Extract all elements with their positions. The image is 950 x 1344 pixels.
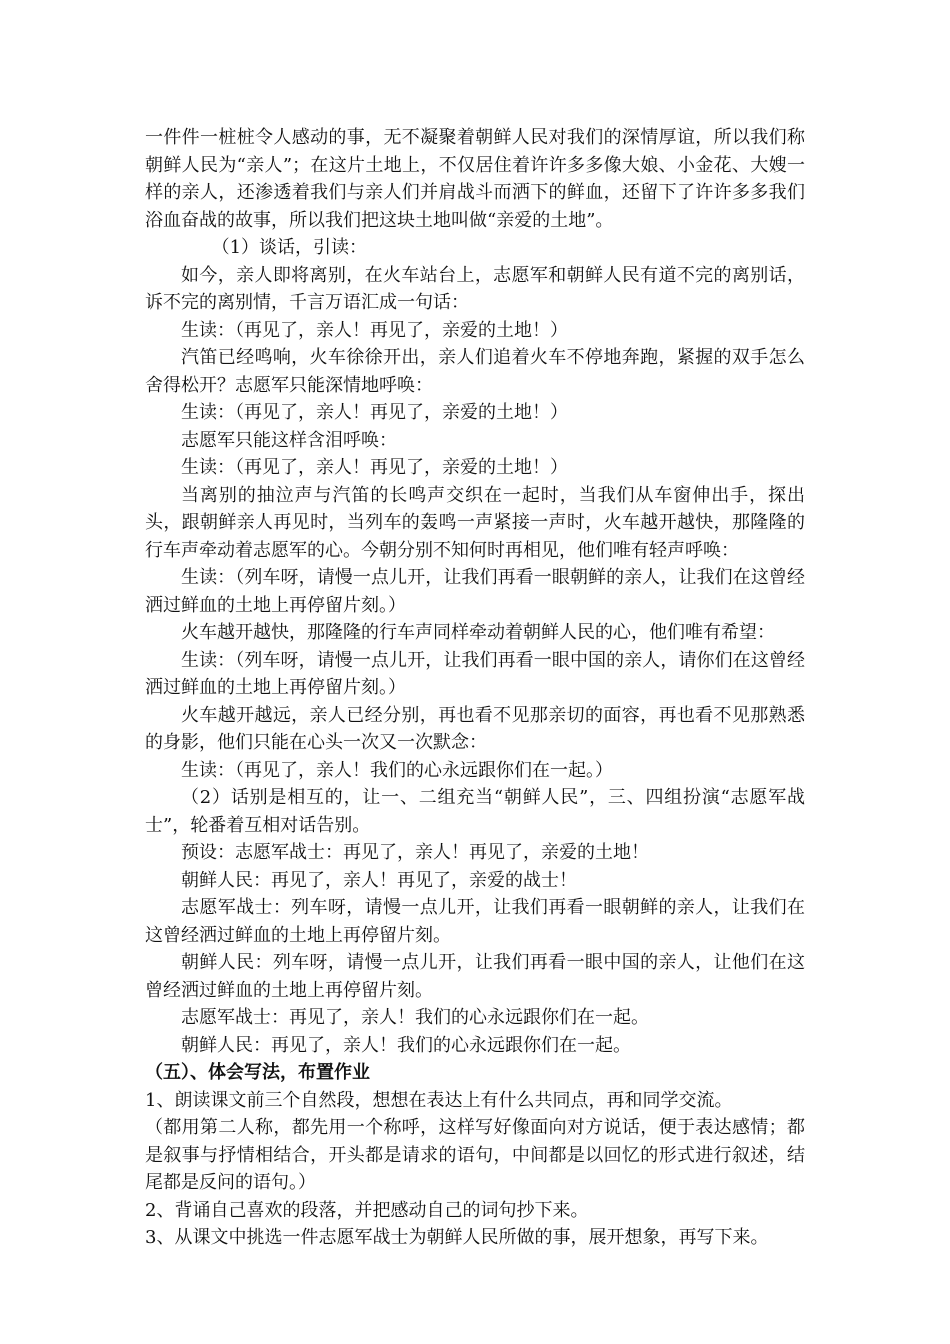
paragraph: 火车越开越远，亲人已经分别，再也看不见那亲切的面容，再也看不见那熟悉的身影，他们只能在心头一次又一次默念： [145,704,805,753]
paragraph: 一件件一桩桩令人感动的事，无不凝聚着朝鲜人民对我们的深情厚谊，所以我们称朝鲜人民为“亲人”；在这片土地上，不仅居住着许许多多像大娘、小金花、大嫂一样的亲人，还渗透着我们与亲人们并肩战斗而洒下的鲜血，还留下了许许多多我们浴血奋战的故事，所以我们把这块土地叫做“亲爱的土地”。 [145,127,805,231]
paragraph: 生读：（列车呀，请慢一点儿开，让我们再看一眼中国的亲人，请你们在这曾经洒过鲜血的土地上再停留片刻。） [145,649,805,698]
paragraph: （都用第二人称，都先用一个称呼，这样写好像面向对方说话，便于表达感情；都是叙事与抒情相结合，开头都是请求的语句，中间都是以回忆的形式进行叙述，结尾都是反问的语句。） [145,1117,805,1193]
paragraph: 如今，亲人即将离别，在火车站台上，志愿军和朝鲜人民有道不完的离别话，诉不完的离别情，千言万语汇成一句话： [145,264,805,313]
paragraph: 1、朗读课文前三个自然段，想想在表达上有什么共同点，再和同学交流。 [145,1089,733,1111]
paragraph: 生读：（列车呀，请慢一点儿开，让我们再看一眼朝鲜的亲人，让我们在这曾经洒过鲜血的土地上再停留片刻。） [145,567,805,616]
document-body [145,124,805,1252]
paragraph: 生读：（再见了，亲人！再见了，亲爱的土地！） [181,402,568,423]
paragraph: 火车越开越快，那隆隆的行车声同样牵动着朝鲜人民的心，他们唯有希望： [181,622,775,643]
paragraph: 朝鲜人民：再见了，亲人！再见了，亲爱的战士！ [181,869,577,891]
paragraph: 生读：（再见了，亲人！再见了，亲爱的土地！） [181,319,568,341]
paragraph: 预设：志愿军战士：再见了，亲人！再见了，亲爱的土地！ [181,842,649,863]
paragraph: 朝鲜人民：列车呀，请慢一点儿开，让我们再看一眼中国的亲人，让他们在这曾经洒过鲜血的土地上再停留片刻。 [145,952,805,1001]
paragraph: 当离别的抽泣声与汽笛的长鸣声交织在一起时，当我们从车窗伸出手，探出头，跟朝鲜亲人再见时，当列车的轰鸣一声紧接一声时，火车越开越快，那隆隆的行车声牵动着志愿军的心。今朝分别不知何时再相见，他们唯有轻声呼唤： [145,484,805,561]
paragraph: 生读：（再见了，亲人！再见了，亲爱的土地！） [181,457,568,478]
paragraph: 3、从课文中挑选一件志愿军战士为朝鲜人民所做的事，展开想象，再写下来。 [145,1227,769,1248]
paragraph: 志愿军战士：再见了，亲人！我们的心永远跟你们在一起。 [181,1007,649,1028]
paragraph: 志愿军只能这样含泪呼唤： [181,429,397,451]
paragraph: 2、背诵自己喜欢的段落，并把感动自己的词句抄下来。 [145,1199,589,1221]
paragraph: 生读：（再见了，亲人！我们的心永远跟你们在一起。） [181,759,613,781]
paragraph: （2）话别是相互的，让一、二组充当“朝鲜人民”，三、四组扮演“志愿军战士”，轮番着互相对话告别。 [145,787,805,836]
paragraph: 汽笛已经鸣响，火车徐徐开出，亲人们追着火车不停地奔跑，紧握的双手怎么舍得松开？志愿军只能深情地呼唤： [145,347,805,396]
paragraph: （1）谈话，引读： [211,237,368,258]
paragraph: 志愿军战士：列车呀，请慢一点儿开，让我们再看一眼朝鲜的亲人，让我们在这曾经洒过鲜血的土地上再停留片刻。 [145,897,805,946]
paragraph: 朝鲜人民：再见了，亲人！我们的心永远跟你们在一起。 [181,1034,631,1056]
section-heading: （五）、体会写法，布置作业 [145,1062,370,1083]
